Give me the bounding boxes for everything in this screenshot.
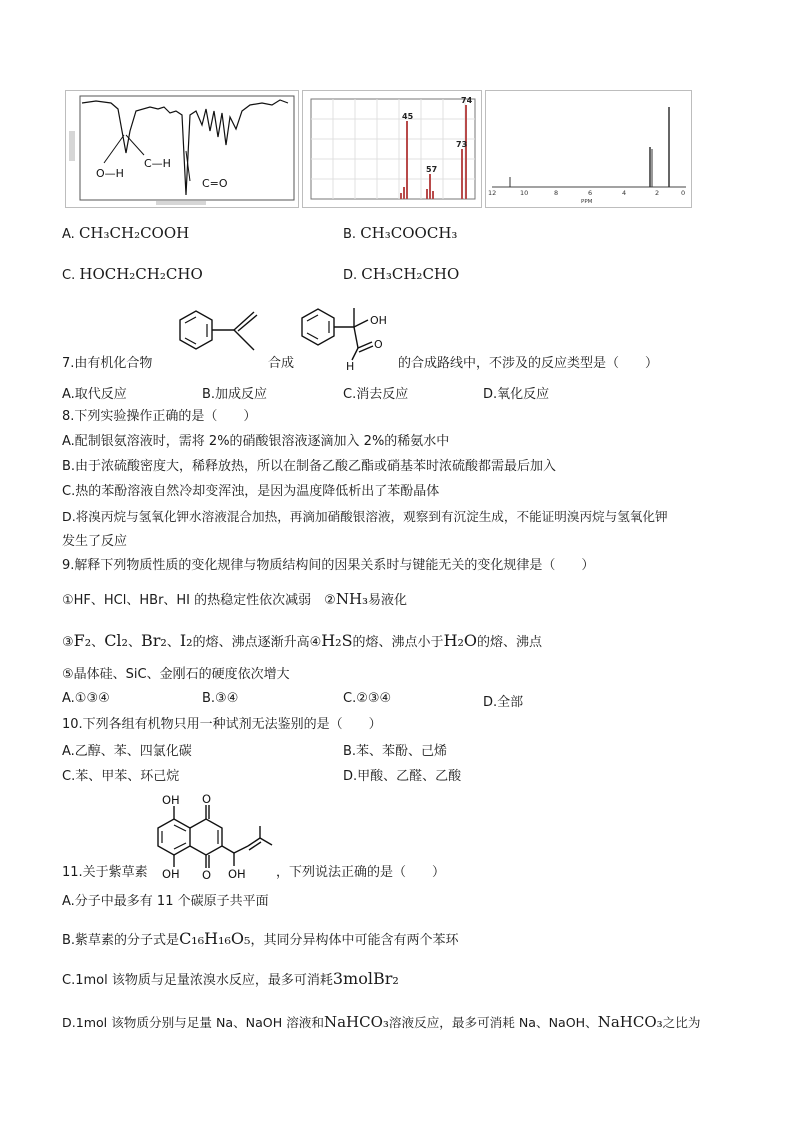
ir-spectrum-panel <box>65 90 299 208</box>
q7-reactant-structure <box>158 306 268 368</box>
q9-statement-5: ⑤晶体硅、SiC、金刚石的硬度依次增大 <box>62 667 290 682</box>
ir-label-co: C=O <box>202 177 228 190</box>
q7-product-oh-label: OH <box>370 314 387 327</box>
q9-sep-3: 、 <box>166 635 180 650</box>
q10-stem: 10.下列各组有机物只用一种试剂无法鉴别的是（ ） <box>62 717 382 732</box>
q11-label-o-bottom: O <box>202 868 212 882</box>
q11-label-oh-bottom: OH <box>162 867 180 881</box>
q8-stem: 8.下列实验操作正确的是（ ） <box>62 409 257 424</box>
q11-option-d-mid: 溶液反应，最多可消耗 Na、NaOH、 <box>388 1015 598 1030</box>
ms-label-45: 45 <box>402 112 414 121</box>
q9-statements-line1 <box>62 590 407 610</box>
q6-option-b-formula: CH₃COOCH₃ <box>360 224 458 242</box>
q11-option-b-pre: B.紫草素的分子式是 <box>62 933 180 948</box>
q9-statement-1-2: ①HF、HCl、HBr、HI 的热稳定性依次减弱 ② <box>62 593 336 608</box>
q9-h2s-formula: H₂S <box>321 631 353 650</box>
q7-stem-middle: 合成 <box>268 356 295 371</box>
q6-option-d-letter: D. <box>343 268 358 283</box>
q9-statement-4-tail: 的熔、沸点 <box>477 635 543 650</box>
q10-option-b: B.苯、苯酚、己烯 <box>343 744 448 759</box>
q9-sep-1: 、 <box>91 635 105 650</box>
q6-option-b-letter: B. <box>343 227 357 242</box>
q11-option-d-pre: D.1mol 该物质分别与足量 Na、NaOH 溶液和 <box>62 1015 324 1030</box>
q9-i2-formula: I₂ <box>179 631 193 650</box>
q7-product-structure <box>296 302 398 372</box>
ir-spectrum-figure <box>66 91 298 207</box>
ir-label-ch: C—H <box>144 157 171 170</box>
ms-label-57: 57 <box>426 165 438 174</box>
nmr-tick-10: 10 <box>520 189 529 197</box>
nmr-tick-8: 8 <box>554 189 559 197</box>
q7-option-d: D.氧化反应 <box>483 387 550 402</box>
q9-f2-formula: F₂ <box>73 631 92 650</box>
q11-option-c-pre: C.1mol 该物质与足量浓溴水反应，最多可消耗 <box>62 973 333 988</box>
q9-option-a: A.①③④ <box>62 691 110 706</box>
q10-option-d: D.甲酸、乙醛、乙酸 <box>343 769 462 784</box>
q11-label-oh-top: OH <box>162 793 180 807</box>
q6-option-a <box>62 224 189 242</box>
q6-option-d-formula: CH₃CH₂CHO <box>361 265 460 283</box>
q9-statement-2-tail: 易液化 <box>368 593 408 608</box>
nmr-spectrum-panel <box>485 90 692 208</box>
q9-option-c: C.②③④ <box>343 691 392 706</box>
q11-option-b-post: ，其同分异构体中可能含有两个苯环 <box>250 933 459 948</box>
q7-product-h-label: H <box>346 360 355 372</box>
q9-nh3-formula: NH₃ <box>335 590 369 608</box>
q6-option-c <box>62 265 203 283</box>
q9-sep-2: 、 <box>127 635 141 650</box>
ms-label-73: 73 <box>456 140 468 149</box>
mass-spectrum-figure <box>303 91 481 207</box>
q6-option-a-letter: A. <box>62 227 75 242</box>
nmr-tick-0: 0 <box>681 189 686 197</box>
q11-formula-c16h16o5: C₁₆H₁₆O₅ <box>179 929 251 948</box>
q8-option-d-line1: D.将溴丙烷与氢氧化钾水溶液混合加热，再滴加硝酸银溶液，观察到有沉淀生成，不能证明溴丙烷与氢氧化钾 <box>62 509 668 524</box>
q7-stem-suffix: 的合成路线中，不涉及的反应类型是（ ） <box>398 356 659 371</box>
q11-option-d-post: 之比为 <box>662 1015 701 1030</box>
ir-trace <box>82 100 288 195</box>
mass-spectrum-panel <box>302 90 482 208</box>
q11-label-o-top: O <box>202 792 212 806</box>
q9-option-d: D.全部 <box>483 695 524 710</box>
nmr-tick-6: 6 <box>588 189 593 197</box>
q9-statement-4-mid: 的熔、沸点小于 <box>352 635 444 650</box>
q9-statements-line2 <box>62 632 542 652</box>
q9-br2-formula: Br₂ <box>140 631 167 650</box>
nmr-tick-2: 2 <box>655 189 660 197</box>
nmr-spectrum-figure <box>486 91 691 207</box>
q7-product-o-label: O <box>374 338 383 351</box>
q6-option-c-letter: C. <box>62 268 76 283</box>
q11-stem-suffix: ，下列说法正确的是（ ） <box>276 865 446 880</box>
q10-option-a: A.乙醇、苯、四氯化碳 <box>62 744 192 759</box>
q7-stem-prefix: 7.由有机化合物 <box>62 356 153 371</box>
q6-option-b <box>343 224 457 242</box>
q9-h2o-formula: H₂O <box>443 631 478 650</box>
q8-option-c: C.热的苯酚溶液自然冷却变浑浊，是因为温度降低析出了苯酚晶体 <box>62 484 440 499</box>
q9-option-b: B.③④ <box>202 691 239 706</box>
nmr-axis-label: PPM <box>581 199 593 205</box>
q11-label-oh-side: OH <box>228 867 246 881</box>
q6-option-d <box>343 265 459 283</box>
q11-formula-nahco3-1: NaHCO₃ <box>323 1013 389 1031</box>
ms-label-74: 74 <box>461 96 473 105</box>
q11-formula-nahco3-2: NaHCO₃ <box>597 1013 663 1031</box>
q11-option-c <box>62 970 399 990</box>
q9-cl2-formula: Cl₂ <box>104 631 128 650</box>
q8-option-a: A.配制银氨溶液时，需将 2%的硝酸银溶液逐滴加入 2%的稀氨水中 <box>62 434 450 449</box>
q10-option-c: C.苯、甲苯、环己烷 <box>62 769 180 784</box>
q6-option-a-formula: CH₃CH₂COOH <box>78 224 190 242</box>
q8-option-b: B.由于浓硫酸密度大，稀释放热，所以在制备乙酸乙酯或硝基苯时浓硫酸都需最后加入 <box>62 459 557 474</box>
q11-shikonin-structure <box>148 792 276 882</box>
q11-option-d <box>62 1013 700 1032</box>
q11-formula-3molbr2: 3molBr₂ <box>332 969 399 988</box>
ir-label-oh: O—H <box>96 167 124 180</box>
q11-stem-prefix: 11.关于紫草素 <box>62 865 148 880</box>
q7-option-c: C.消去反应 <box>343 387 409 402</box>
q8-option-d-line2: 发生了反应 <box>62 534 128 549</box>
nmr-tick-4: 4 <box>622 189 627 197</box>
q9-statement-3-tail: 的熔、沸点逐渐升高④ <box>192 635 322 650</box>
q9-stem: 9.解释下列物质性质的变化规律与物质结构间的因果关系时与键能无关的变化规律是（ ） <box>62 558 595 573</box>
nmr-tick-12: 12 <box>488 189 497 197</box>
q7-option-a: A.取代反应 <box>62 387 127 402</box>
q7-option-b: B.加成反应 <box>202 387 268 402</box>
q11-option-b <box>62 930 458 950</box>
q6-option-c-formula: HOCH₂CH₂CHO <box>79 265 203 283</box>
q9-statement-3-marker: ③ <box>62 635 74 650</box>
q11-option-a: A.分子中最多有 11 个碳原子共平面 <box>62 894 269 909</box>
